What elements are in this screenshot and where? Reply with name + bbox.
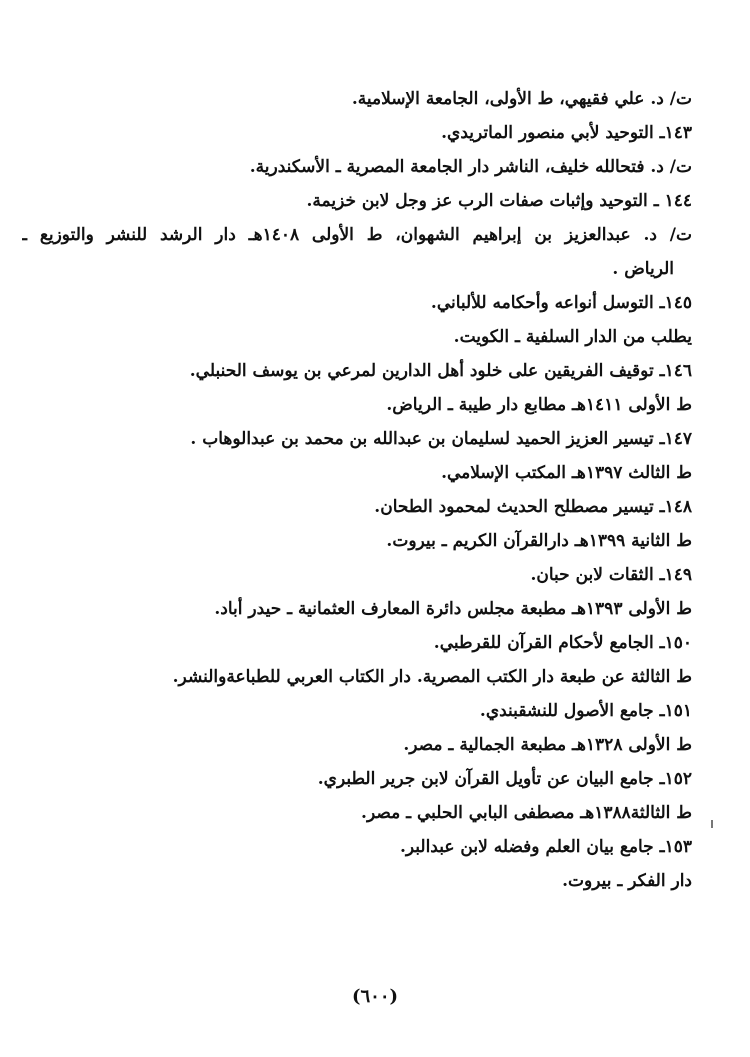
page-number: (٦٠٠) [351, 986, 399, 1007]
entry-line: ١٥٠ـ الجامع لأحكام القرآن للقرطبي. [433, 633, 692, 653]
entry-line: ط الثالثة١٣٨٨هـ مصطفى البابي الحلبي ـ مصر. [361, 803, 692, 823]
entry-line: ط الثانية ١٣٩٩هـ دارالقرآن الكريم ـ بيروت. [386, 531, 692, 551]
entry-line: ط الثالثة عن طبعة دار الكتب المصرية. دار الكتاب العربي للطباعةوالنشر. [172, 667, 692, 687]
entry-line: ١٥٢ـ جامع البيان عن تأويل القرآن لابن جرير الطبري. [317, 769, 692, 789]
entry-line: دار الفكر ـ بيروت. [562, 871, 692, 891]
entry-line: ت/ د. علي فقيهي، ط الأولى، الجامعة الإسلامية. [351, 89, 692, 109]
scan-speck [711, 820, 713, 828]
entry-line: ١٤٦ـ توقيف الفريقين على خلود أهل الدارين لمرعي بن يوسف الحنبلي. [189, 361, 692, 381]
entry-line: يطلب من الدار السلفية ـ الكويت. [453, 327, 692, 347]
entry-line: ت/ د. فتحالله خليف، الناشر دار الجامعة المصرية ـ الأسكندرية. [249, 157, 692, 177]
entry-line: ١٤٥ـ التوسل أنواعه وأحكامه للألباني. [430, 293, 692, 313]
entry-line: ط الأولى ١٣٢٨هـ مطبعة الجمالية ـ مصر. [403, 735, 692, 755]
entry-line: ط الأولى ١٤١١هـ مطابع دار طيبة ـ الرياض. [386, 395, 692, 415]
bibliography-list [22, 82, 692, 898]
entry-line: ت/ د. عبدالعزيز بن إبراهيم الشهوان، ط الأولى ١٤٠٨هـ دار الرشد للنشر والتوزيع ـ [22, 225, 692, 245]
entry-line: ١٤٨ـ تيسير مصطلح الحديث لمحمود الطحان. [374, 497, 692, 517]
entry-line: ١٤٩ـ الثقات لابن حبان. [530, 565, 692, 585]
entry-line: ١٤٧ـ تيسير العزيز الحميد لسليمان بن عبدالله بن محمد بن عبدالوهاب . [190, 429, 692, 449]
entry-line: ط الأولى ١٣٩٣هـ مطبعة مجلس دائرة المعارف العثمانية ـ حيدر أباد. [214, 599, 692, 619]
entry-line: ١٥٣ـ جامع بيان العلم وفضله لابن عبدالبر. [399, 837, 692, 857]
entry-line: ط الثالث ١٣٩٧هـ المكتب الإسلامي. [441, 463, 692, 483]
entry-line: ١٥١ـ جامع الأصول للنشقبندي. [479, 701, 692, 721]
entry-line: ١٤٤ ـ التوحيد وإثبات صفات الرب عز وجل لابن خزيمة. [306, 191, 692, 211]
entry-line: ١٤٣ـ التوحيد لأبي منصور الماتريدي. [441, 123, 692, 143]
entry-line: الرياض . [612, 259, 674, 279]
